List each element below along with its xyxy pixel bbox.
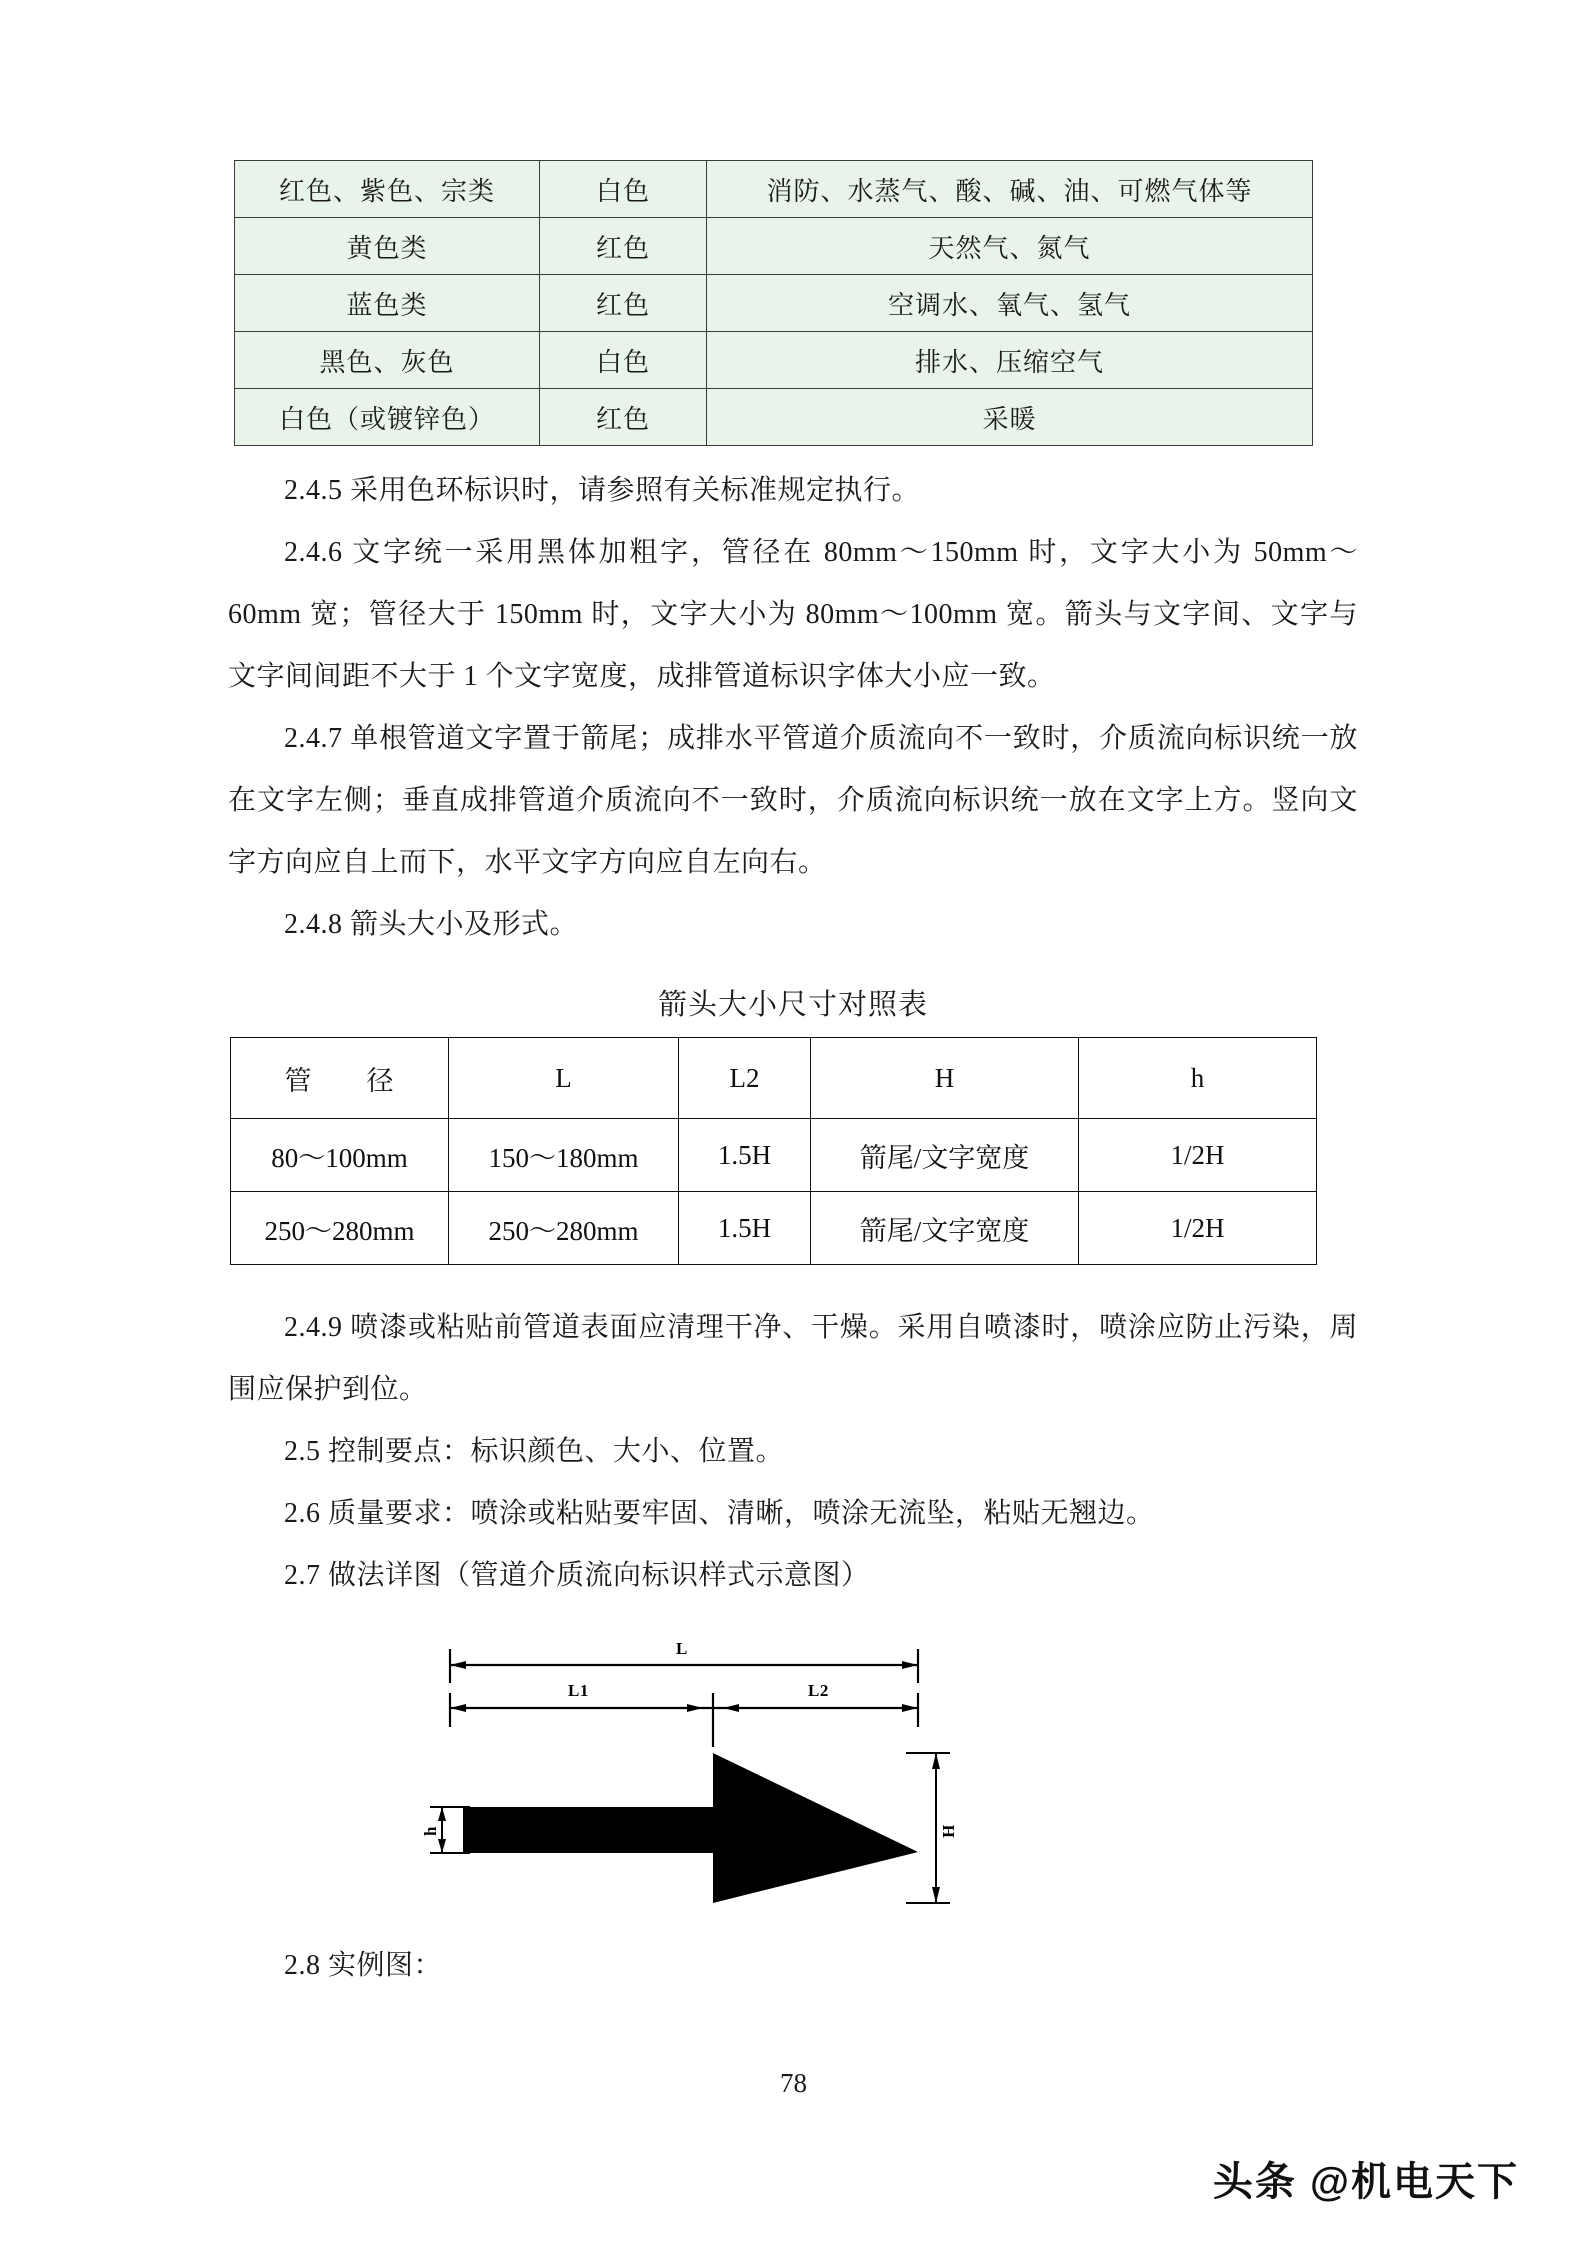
cell-mark-color: 白色 bbox=[540, 161, 707, 218]
arrowhead-H-top bbox=[932, 1753, 940, 1769]
cell-media: 空调水、氧气、氢气 bbox=[707, 275, 1313, 332]
diagram-label-L2: L2 bbox=[808, 1681, 829, 1700]
cell-mark-color: 红色 bbox=[540, 389, 707, 446]
cell-mark-color: 白色 bbox=[540, 332, 707, 389]
paragraph-2-4-5: 2.4.5 采用色环标识时，请参照有关标准规定执行。 bbox=[284, 475, 921, 506]
cell-media: 采暖 bbox=[707, 389, 1313, 446]
cell-h-lower: 1/2H bbox=[1079, 1119, 1317, 1192]
arrowhead-L-right bbox=[902, 1661, 918, 1669]
cell-h-lower: 1/2H bbox=[1079, 1192, 1317, 1265]
cell-mark-color: 红色 bbox=[540, 275, 707, 332]
cell-pipe-color: 蓝色类 bbox=[235, 275, 540, 332]
header-h-lower: h bbox=[1079, 1038, 1317, 1119]
dimension-line-L1-L2 bbox=[450, 1693, 918, 1747]
cell-l: 150～180mm bbox=[449, 1119, 679, 1192]
table-row bbox=[235, 275, 1313, 332]
paragraph-2-4-8: 2.4.8 箭头大小及形式。 bbox=[284, 909, 579, 940]
cell-pipe-color: 黑色、灰色 bbox=[235, 332, 540, 389]
cell-l: 250～280mm bbox=[449, 1192, 679, 1265]
cell-pipe-color: 红色、紫色、宗类 bbox=[235, 161, 540, 218]
page-number: 78 bbox=[780, 2068, 807, 2098]
table-row bbox=[231, 1119, 1317, 1192]
flow-arrow-shape bbox=[463, 1753, 918, 1903]
header-l: L bbox=[449, 1038, 679, 1119]
table-header-row bbox=[231, 1038, 1317, 1119]
cell-l2: 1.5H bbox=[679, 1192, 811, 1265]
arrowhead-h-bottom bbox=[438, 1839, 446, 1853]
diagram-label-H: H bbox=[938, 1824, 958, 1838]
cell-media: 天然气、氮气 bbox=[707, 218, 1313, 275]
pipe-color-table bbox=[234, 160, 1313, 446]
cell-diameter: 250～280mm bbox=[231, 1192, 449, 1265]
cell-l2: 1.5H bbox=[679, 1119, 811, 1192]
paragraph-2-4-7: 2.4.7 单根管道文字置于箭尾；成排水平管道介质流向不一致时，介质流向标识统一放在文字左侧；垂直成排管道介质流向不一致时，介质流向标识统一放在文字上方。竖向文字方向应自上而下，水平文字方向应自左向右。 bbox=[228, 723, 1358, 878]
cell-h-upper: 箭尾/文字宽度 bbox=[811, 1192, 1079, 1265]
arrow-dimension-table bbox=[230, 1037, 1317, 1265]
cell-media: 排水、压缩空气 bbox=[707, 332, 1313, 389]
cell-h-upper: 箭尾/文字宽度 bbox=[811, 1119, 1079, 1192]
header-pipe-diameter: 管 径 bbox=[231, 1038, 449, 1119]
header-h-upper: H bbox=[811, 1038, 1079, 1119]
paragraph-2-4-6: 2.4.6 文字统一采用黑体加粗字，管径在 80mm～150mm 时，文字大小为 50mm～60mm 宽；管径大于 150mm 时，文字大小为 80mm～100mm 宽。箭头与文字间、文字与文字间间距不大于 1 个文字宽度，成排管道标识字体大小应一致。 bbox=[228, 537, 1358, 692]
pipe-flow-arrow-diagram bbox=[428, 1635, 988, 1925]
paragraph-2-4-9: 2.4.9 喷漆或粘贴前管道表面应清理干净、干燥。采用自喷漆时，喷涂应防止污染，周围应保护到位。 bbox=[228, 1312, 1358, 1405]
table-row bbox=[235, 161, 1313, 218]
watermark-text: 头条 @机电天下 bbox=[1212, 2160, 1519, 2204]
cell-mark-color: 红色 bbox=[540, 218, 707, 275]
arrow-diagram-container bbox=[228, 1635, 1358, 1935]
table-row bbox=[235, 389, 1313, 446]
diagram-label-h: h bbox=[420, 1826, 440, 1836]
arrowhead-h-top bbox=[438, 1807, 446, 1821]
arrowhead-L1-left bbox=[450, 1704, 466, 1712]
paragraph-2-5: 2.5 控制要点：标识颜色、大小、位置。 bbox=[284, 1436, 785, 1467]
diagram-label-L1: L1 bbox=[568, 1681, 589, 1700]
cell-diameter: 80～100mm bbox=[231, 1119, 449, 1192]
cell-pipe-color: 白色（或镀锌色） bbox=[235, 389, 540, 446]
table-row bbox=[235, 218, 1313, 275]
cell-media: 消防、水蒸气、酸、碱、油、可燃气体等 bbox=[707, 161, 1313, 218]
table-row bbox=[235, 332, 1313, 389]
arrowhead-H-bottom bbox=[932, 1887, 940, 1903]
dimension-table-title: 箭头大小尺寸对照表 bbox=[657, 989, 928, 1021]
page-content bbox=[228, 160, 1358, 1997]
arrowhead-L2-left bbox=[723, 1704, 739, 1712]
cell-pipe-color: 黄色类 bbox=[235, 218, 540, 275]
arrowhead-L1-right bbox=[687, 1704, 703, 1712]
paragraph-2-8: 2.8 实例图： bbox=[284, 1950, 443, 1981]
paragraph-2-7: 2.7 做法详图（管道介质流向标识样式示意图） bbox=[284, 1560, 870, 1591]
arrowhead-L2-right bbox=[902, 1704, 918, 1712]
paragraph-2-6: 2.6 质量要求：喷涂或粘贴要牢固、清晰，喷涂无流坠，粘贴无翘边。 bbox=[284, 1498, 1155, 1529]
arrowhead-L-left bbox=[450, 1661, 466, 1669]
diagram-label-L: L bbox=[676, 1639, 688, 1658]
header-l2: L2 bbox=[679, 1038, 811, 1119]
table-row bbox=[231, 1192, 1317, 1265]
